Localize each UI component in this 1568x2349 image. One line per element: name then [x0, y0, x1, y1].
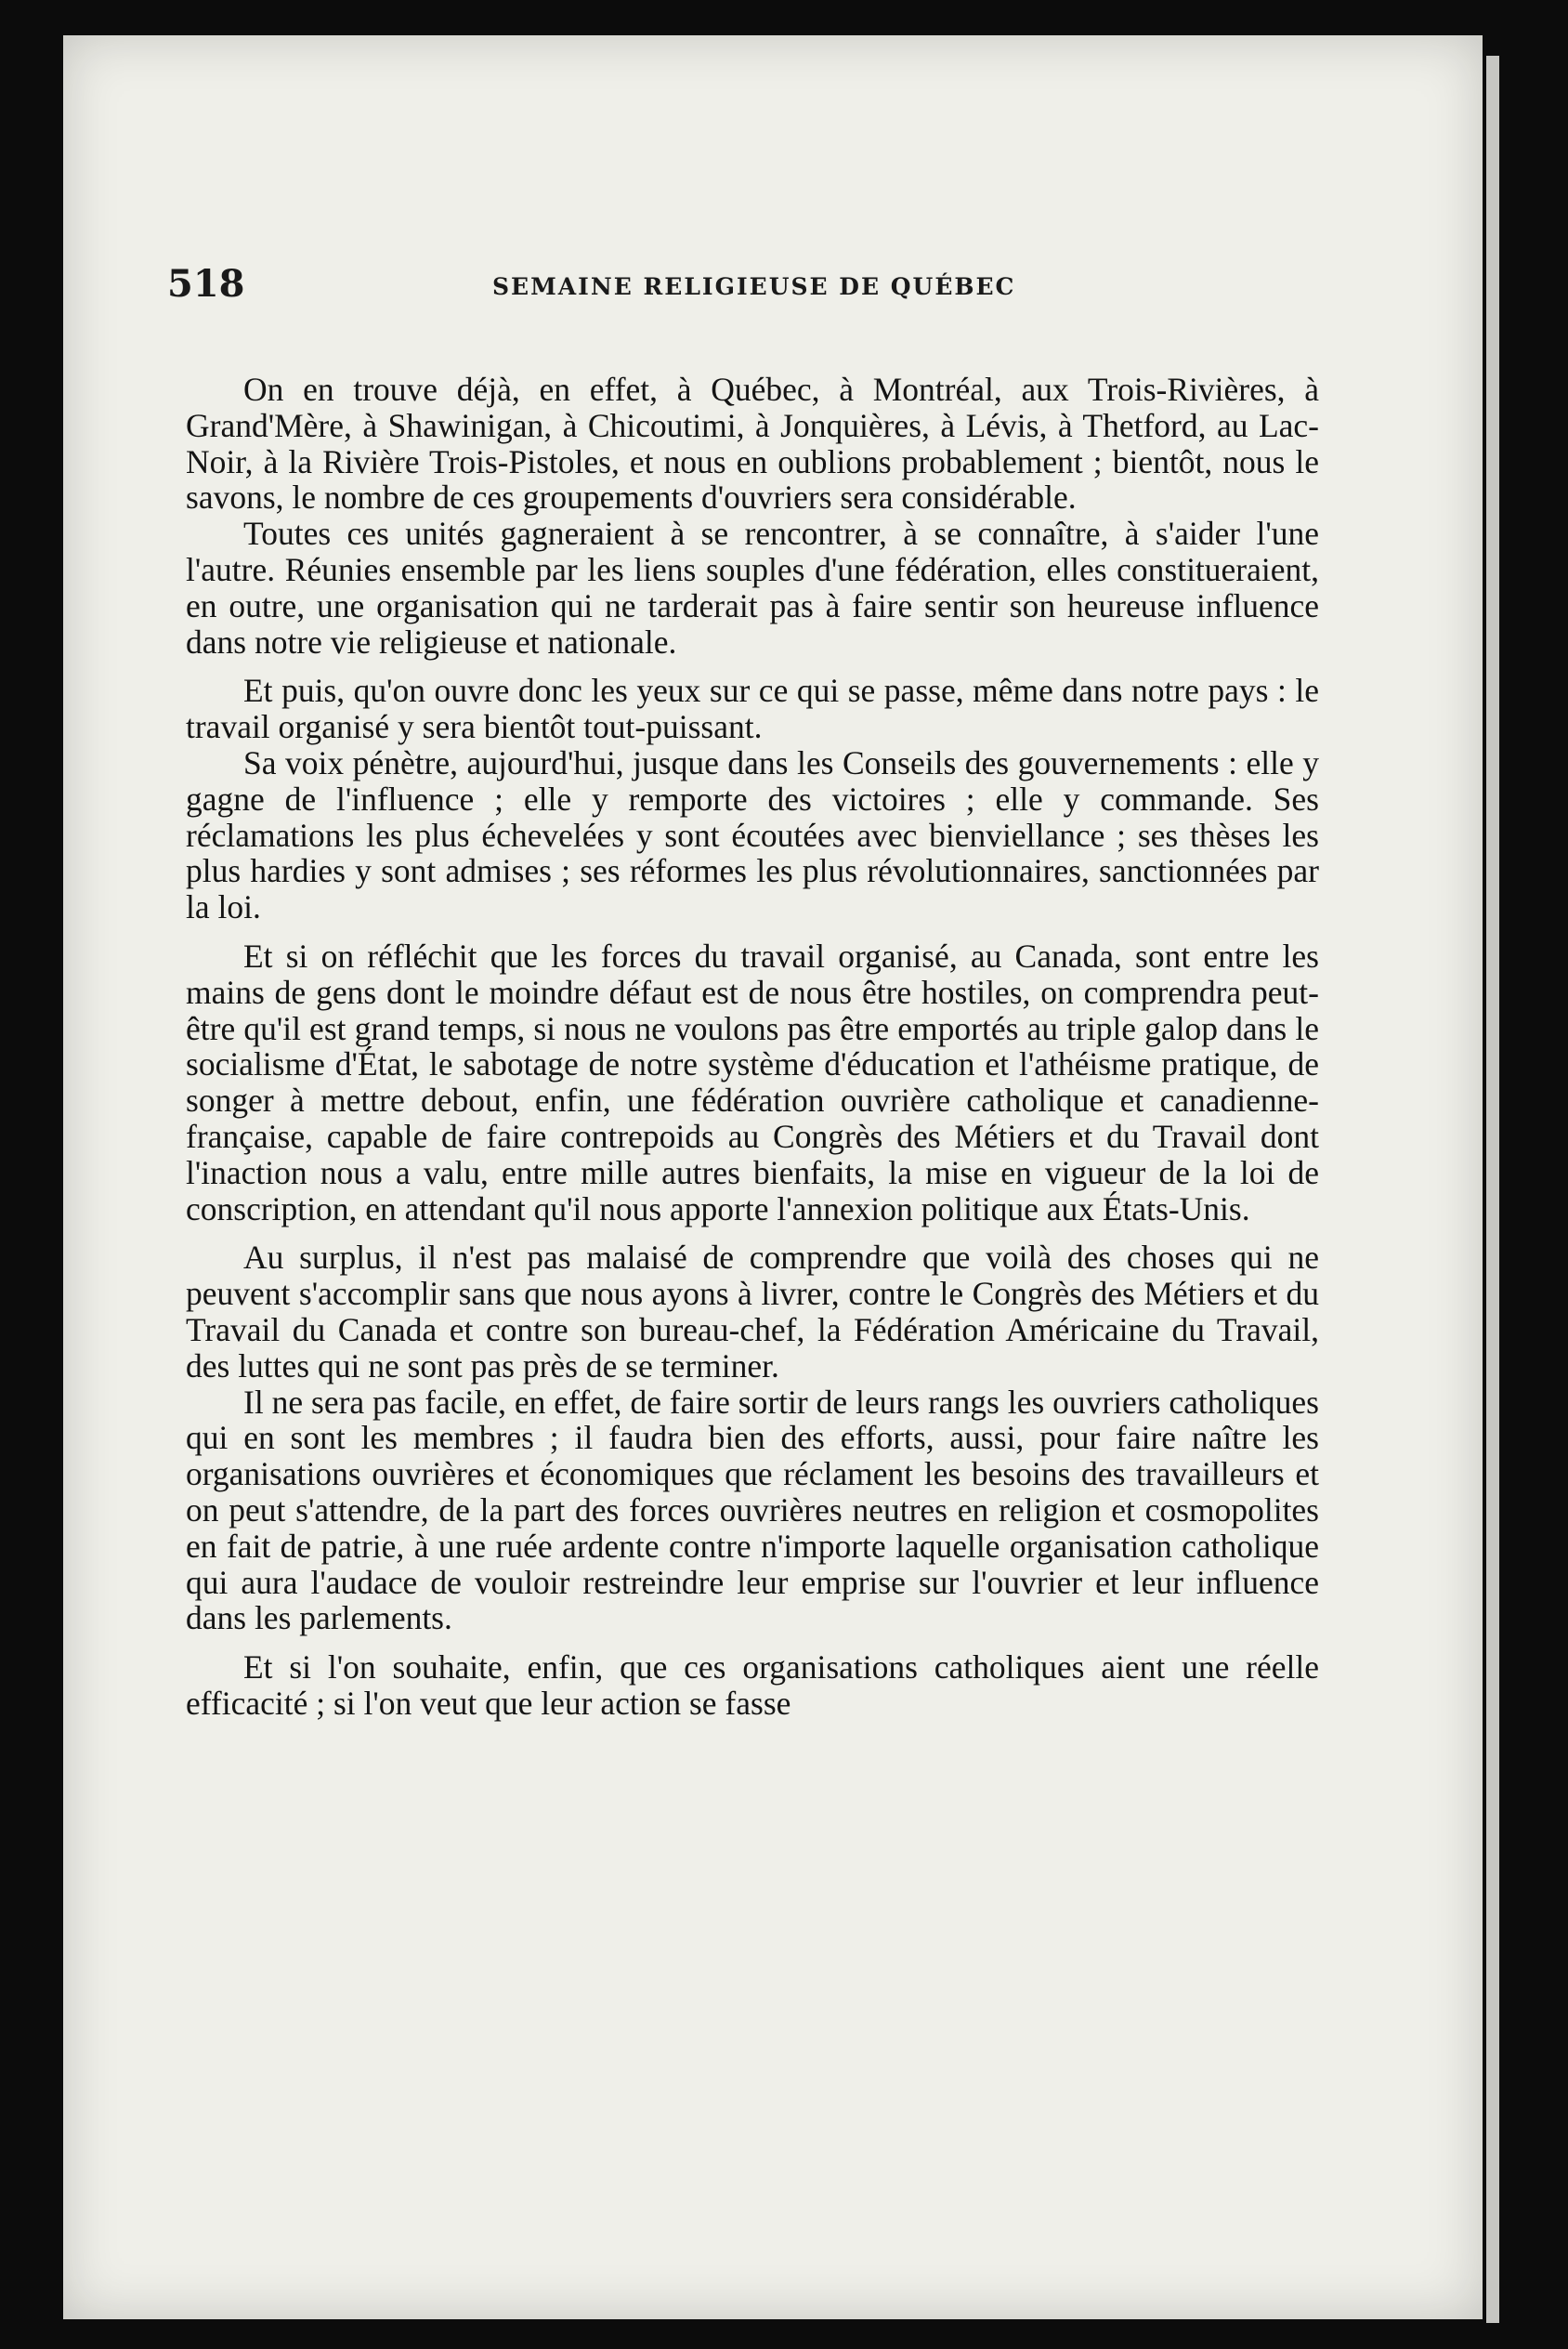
adjacent-page-edge	[1486, 56, 1499, 2323]
body-text	[186, 372, 1319, 1722]
paragraph: Sa voix pénètre, aujourd'hui, jusque dans les Conseils des gouvernements : elle y gagne de l'influence ; elle y remporte des victoires ; elle y commande. Ses réclamations les plus échevelées y sont écoutées avec bienviellance ; ses thèses les plus hardies y sont admises ; ses réformes les plus révolutionnaires, sanctionnées par la loi.	[186, 743, 1319, 926]
paragraph: On en trouve déjà, en effet, à Québec, à Montréal, aux Trois-Rivières, à Grand'Mère, à Shawinigan, à Chicoutimi, à Jonquières, à Lévis, à Thetford, au Lac-Noir, à la Rivière Trois-Pistoles, et nous en oublions probablement ; bientôt, nous le savons, le nombre de ces groupements d'ouvriers sera considérable.	[186, 371, 1319, 517]
paragraph: Toutes ces unités gagneraient à se rencontrer, à se connaître, à s'aider l'une l'autre. Réunies ensemble par les liens souples d'une fédération, elles constitueraient, en outre, une organisation qui ne tarderait pas à faire sentir son heureuse influence dans notre vie religieuse et nationale.	[186, 515, 1319, 661]
paragraph: Et puis, qu'on ouvre donc les yeux sur ce qui se passe, même dans notre pays : le travail organisé y sera bientôt tout-puissant.	[186, 672, 1319, 746]
paragraph: Et si on réfléchit que les forces du travail organisé, au Canada, sont entre les mains de gens dont le moindre défaut est de nous être hostiles, on comprendra peut-être qu'il est grand temps, si nous ne voulons pas être emportés au triple galop dans le socialisme d'État, le sabotage de notre système d'éducation et l'athéisme pratique, de songer à mettre debout, enfin, une fédération ouvrière catholique et canadienne-française, capable de faire contrepoids au Congrès des Métiers et du Travail dont l'inaction nous a valu, entre mille autres bienfaits, la mise en vigueur de la loi de conscription, en attendant qu'il nous apporte l'annexion politique aux États-Unis.	[186, 937, 1319, 1227]
page-number: 518	[167, 262, 245, 306]
paragraph: Au surplus, il n'est pas malaisé de comprendre que voilà des choses qui ne peuvent s'accomplir sans que nous ayons à livrer, contre le Congrès des Métiers et du Travail du Canada et contre son bureau-chef, la Fédération Américaine du Travail, des luttes qui ne sont pas près de se terminer.	[186, 1239, 1319, 1384]
page-header	[167, 262, 1319, 318]
paragraph: Et si l'on souhaite, enfin, que ces organisations catholiques aient une réelle efficacité ; si l'on veut que leur action se fasse	[186, 1648, 1319, 1722]
running-title: SEMAINE RELIGIEUSE DE QUÉBEC	[492, 273, 1016, 300]
paragraph: Il ne sera pas facile, en effet, de faire sortir de leurs rangs les ouvriers catholiques qui en sont les membres ; il faudra bien des efforts, aussi, pour faire naître les organisations ouvrières et économiques que réclament les besoins des travailleurs et on peut s'attendre, de la part des forces ouvrières neutres en religion et cosmopolites en fait de patrie, à une ruée ardente contre n'importe laquelle organisation catholique qui aura l'audace de vouloir restreindre leur emprise sur l'ouvrier et leur influence dans les parlements.	[186, 1383, 1319, 1637]
